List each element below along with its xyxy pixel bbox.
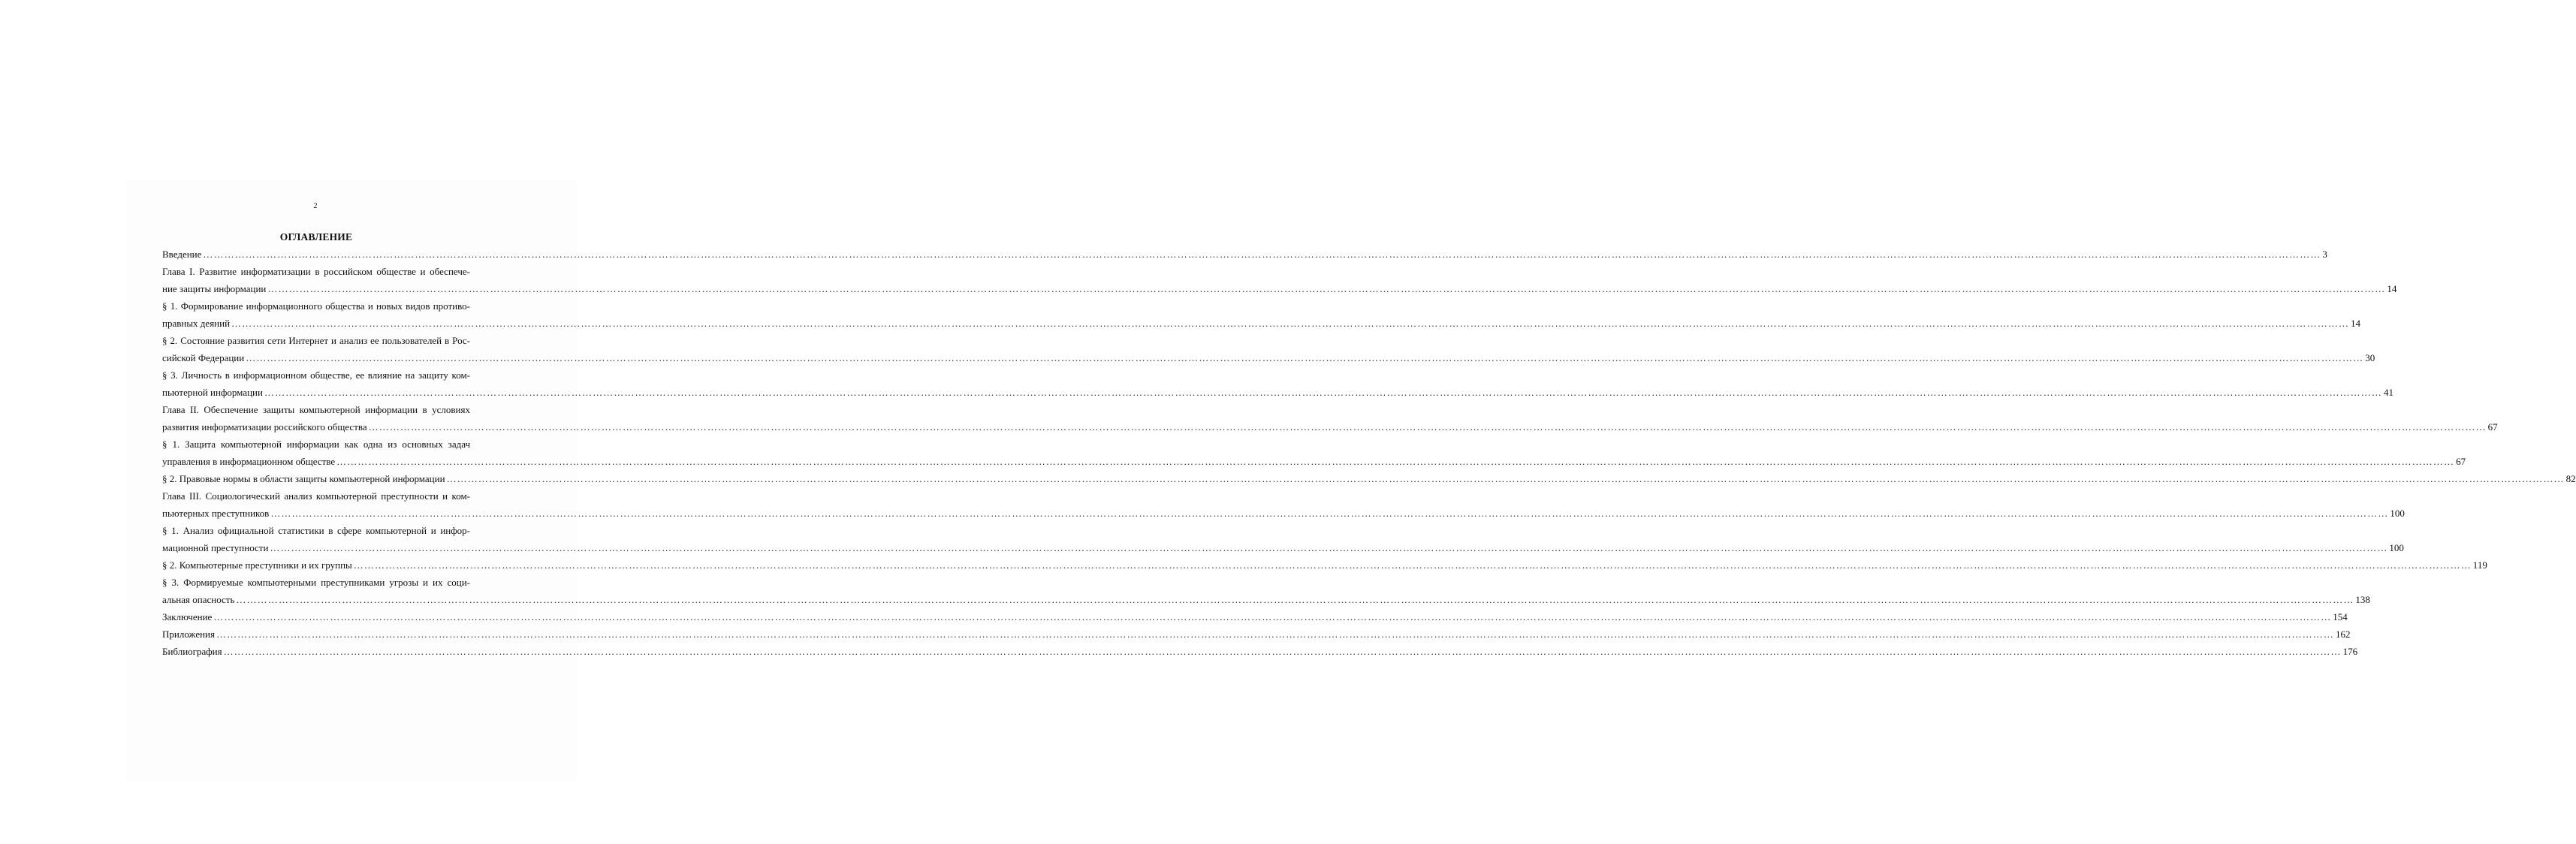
toc-entry-text: Глава II. Обеспечение защиты компьютерной информации в условиях bbox=[162, 404, 470, 415]
toc-page-number: 176 bbox=[2342, 646, 2358, 657]
dot-leader: …………………………………………………………………………………………………………………………………………………………………………………………………………………………………………………………………………………………………………………………………………………………………………………………………………………………………………………………………………………………………………………………………………………… bbox=[223, 646, 2342, 657]
toc-entry-text: § 1. Защита компьютерной информации как одна из основных задач bbox=[162, 439, 470, 450]
toc-entry-text: Глава I. Развитие информатизации в российском обществе и обеспече- bbox=[162, 266, 470, 277]
toc-entry bbox=[162, 332, 2375, 366]
toc-entry bbox=[162, 487, 2405, 522]
dot-leader: …………………………………………………………………………………………………………………………………………………………………………………………………………………………………………………………………………………………………………………………………………………………………………………………………………………………………………………………………………………………………………………………………………………… bbox=[353, 559, 2472, 571]
toc-page-number: 14 bbox=[2387, 283, 2397, 294]
toc-entry-line bbox=[162, 556, 2487, 574]
toc-entry bbox=[162, 625, 2351, 643]
toc-entry-line bbox=[162, 280, 2397, 297]
toc-entry-text: § 3. Личность в информационном обществе, ее влияние на защиту ком- bbox=[162, 369, 470, 381]
dot-leader: …………………………………………………………………………………………………………………………………………………………………………………………………………………………………………………………………………………………………………………………………………………………………………………………………………………………………………………………………………………………………………………………………………………… bbox=[236, 594, 2354, 605]
toc-page-number: 100 bbox=[2389, 542, 2404, 553]
toc-entry-line bbox=[162, 246, 2327, 263]
toc-entry-text: Библиография bbox=[162, 646, 222, 657]
toc-entry-text: § 2. Компьютерные преступники и их группы bbox=[162, 559, 352, 571]
toc-entry-line bbox=[162, 384, 2394, 401]
toc-entry bbox=[162, 643, 2358, 660]
toc-entry bbox=[162, 522, 2404, 556]
dot-leader: …………………………………………………………………………………………………………………………………………………………………………………………………………………………………………………………………………………………………………………………………………………………………………………………………………………………………………………………………………………………………………………………………………………… bbox=[231, 318, 2350, 329]
toc-entry bbox=[162, 608, 2348, 625]
toc-entry-line bbox=[162, 453, 2466, 470]
toc-entry-text: Глава III. Социологический анализ компьютерной преступности и ком- bbox=[162, 490, 470, 502]
toc-entry-text: пьютерной информации bbox=[162, 387, 263, 398]
toc-page-number: 30 bbox=[2365, 352, 2375, 363]
toc-entry-line bbox=[162, 539, 2404, 556]
toc-page-number: 14 bbox=[2351, 318, 2361, 329]
page-title: ОГЛАВЛЕНИЕ bbox=[279, 231, 353, 243]
toc-entry-text: Приложения bbox=[162, 628, 215, 640]
dot-leader: …………………………………………………………………………………………………………………………………………………………………………………………………………………………………………………………………………………………………………………………………………………………………………………………………………………………………………………………………………………………………………………………………………………… bbox=[246, 352, 2364, 363]
dot-leader: …………………………………………………………………………………………………………………………………………………………………………………………………………………………………………………………………………………………………………………………………………………………………………………………………………………………………………………………………………………………………………………………………………………… bbox=[203, 249, 2321, 260]
toc-page-number: 3 bbox=[2322, 249, 2327, 260]
toc-entry-text: сийской Федерации bbox=[162, 352, 245, 363]
toc-entry bbox=[162, 556, 2487, 574]
toc-page-number: 67 bbox=[2487, 421, 2498, 433]
toc-entry-line bbox=[162, 643, 2358, 660]
dot-leader: …………………………………………………………………………………………………………………………………………………………………………………………………………………………………………………………………………………………………………………………………………………………………………………………………………………………………………………………………………………………………………………………………………………… bbox=[213, 611, 2332, 622]
toc-entry-text: § 1. Анализ официальной статистики в сфере компьютерной и инфор- bbox=[162, 525, 470, 536]
toc-page-number: 154 bbox=[2333, 611, 2348, 622]
toc-page-number: 162 bbox=[2335, 628, 2351, 640]
toc-page-number: 41 bbox=[2383, 387, 2394, 398]
toc-entry-line bbox=[162, 315, 2361, 332]
toc-entry bbox=[162, 436, 2466, 470]
toc-entry-text: Введение bbox=[162, 249, 202, 260]
toc-entry bbox=[162, 401, 2498, 436]
toc-entry-line bbox=[162, 505, 2405, 522]
toc-entry-text: Заключение bbox=[162, 611, 213, 622]
dot-leader: …………………………………………………………………………………………………………………………………………………………………………………………………………………………………………………………………………………………………………………………………………………………………………………………………………………………………………………………………………………………………………………………………………………… bbox=[270, 508, 2389, 519]
toc-entry bbox=[162, 470, 2576, 487]
toc-page-number: 82 bbox=[2565, 473, 2576, 484]
toc-page-number: 119 bbox=[2472, 559, 2487, 571]
table-of-contents bbox=[162, 246, 2576, 660]
dot-leader: …………………………………………………………………………………………………………………………………………………………………………………………………………………………………………………………………………………………………………………………………………………………………………………………………………………………………………………………………………………………………………………………………………………… bbox=[368, 421, 2487, 433]
toc-entry bbox=[162, 366, 2394, 401]
toc-entry-line bbox=[162, 625, 2351, 643]
toc-entry-text: § 2. Правовые нормы в области защиты компьютерной информации bbox=[162, 473, 445, 484]
toc-entry-text: альная опасность bbox=[162, 594, 235, 605]
toc-entry bbox=[162, 574, 2370, 608]
dot-leader: …………………………………………………………………………………………………………………………………………………………………………………………………………………………………………………………………………………………………………………………………………………………………………………………………………………………………………………………………………………………………………………………………………………… bbox=[270, 542, 2388, 553]
toc-entry-line bbox=[162, 608, 2348, 625]
toc-entry-line bbox=[162, 470, 2576, 487]
toc-page-number: 100 bbox=[2390, 508, 2405, 519]
toc-entry-text: § 1. Формирование информационного общества и новых видов противо- bbox=[162, 300, 470, 312]
toc-entry-line bbox=[162, 591, 2370, 608]
toc-entry-text: развития информатизации российского общества bbox=[162, 421, 367, 433]
toc-entry-text: § 2. Состояние развития сети Интернет и анализ ее пользователей в Рос- bbox=[162, 335, 470, 346]
toc-entry-text: мационной преступности bbox=[162, 542, 269, 553]
toc-entry bbox=[162, 297, 2361, 332]
dot-leader: …………………………………………………………………………………………………………………………………………………………………………………………………………………………………………………………………………………………………………………………………………………………………………………………………………………………………………………………………………………………………………………………………………………… bbox=[264, 387, 2382, 398]
toc-entry-text: § 3. Формируемые компьютерными преступниками угрозы и их соци- bbox=[162, 577, 470, 588]
toc-entry-line bbox=[162, 418, 2498, 436]
page-number: 2 bbox=[313, 202, 318, 210]
dot-leader: …………………………………………………………………………………………………………………………………………………………………………………………………………………………………………………………………………………………………………………………………………………………………………………………………………………………………………………………………………………………………………………………………………………… bbox=[336, 456, 2455, 467]
toc-entry-text: ние защиты информации bbox=[162, 283, 267, 294]
dot-leader: …………………………………………………………………………………………………………………………………………………………………………………………………………………………………………………………………………………………………………………………………………………………………………………………………………………………………………………………………………………………………………………………………………………… bbox=[216, 628, 2334, 640]
toc-entry-text: управления в информационном обществе bbox=[162, 456, 336, 467]
toc-entry bbox=[162, 263, 2397, 297]
toc-page-number: 138 bbox=[2355, 594, 2370, 605]
toc-entry-text: правных деяний bbox=[162, 318, 231, 329]
toc-entry bbox=[162, 246, 2327, 263]
toc-entry-line bbox=[162, 349, 2375, 366]
toc-entry-text: пьютерных преступников bbox=[162, 508, 270, 519]
toc-page-number: 67 bbox=[2456, 456, 2466, 467]
dot-leader: …………………………………………………………………………………………………………………………………………………………………………………………………………………………………………………………………………………………………………………………………………………………………………………………………………………………………………………………………………………………………………………………………………………… bbox=[446, 473, 2565, 484]
dot-leader: …………………………………………………………………………………………………………………………………………………………………………………………………………………………………………………………………………………………………………………………………………………………………………………………………………………………………………………………………………………………………………………………………………………… bbox=[267, 283, 2386, 294]
